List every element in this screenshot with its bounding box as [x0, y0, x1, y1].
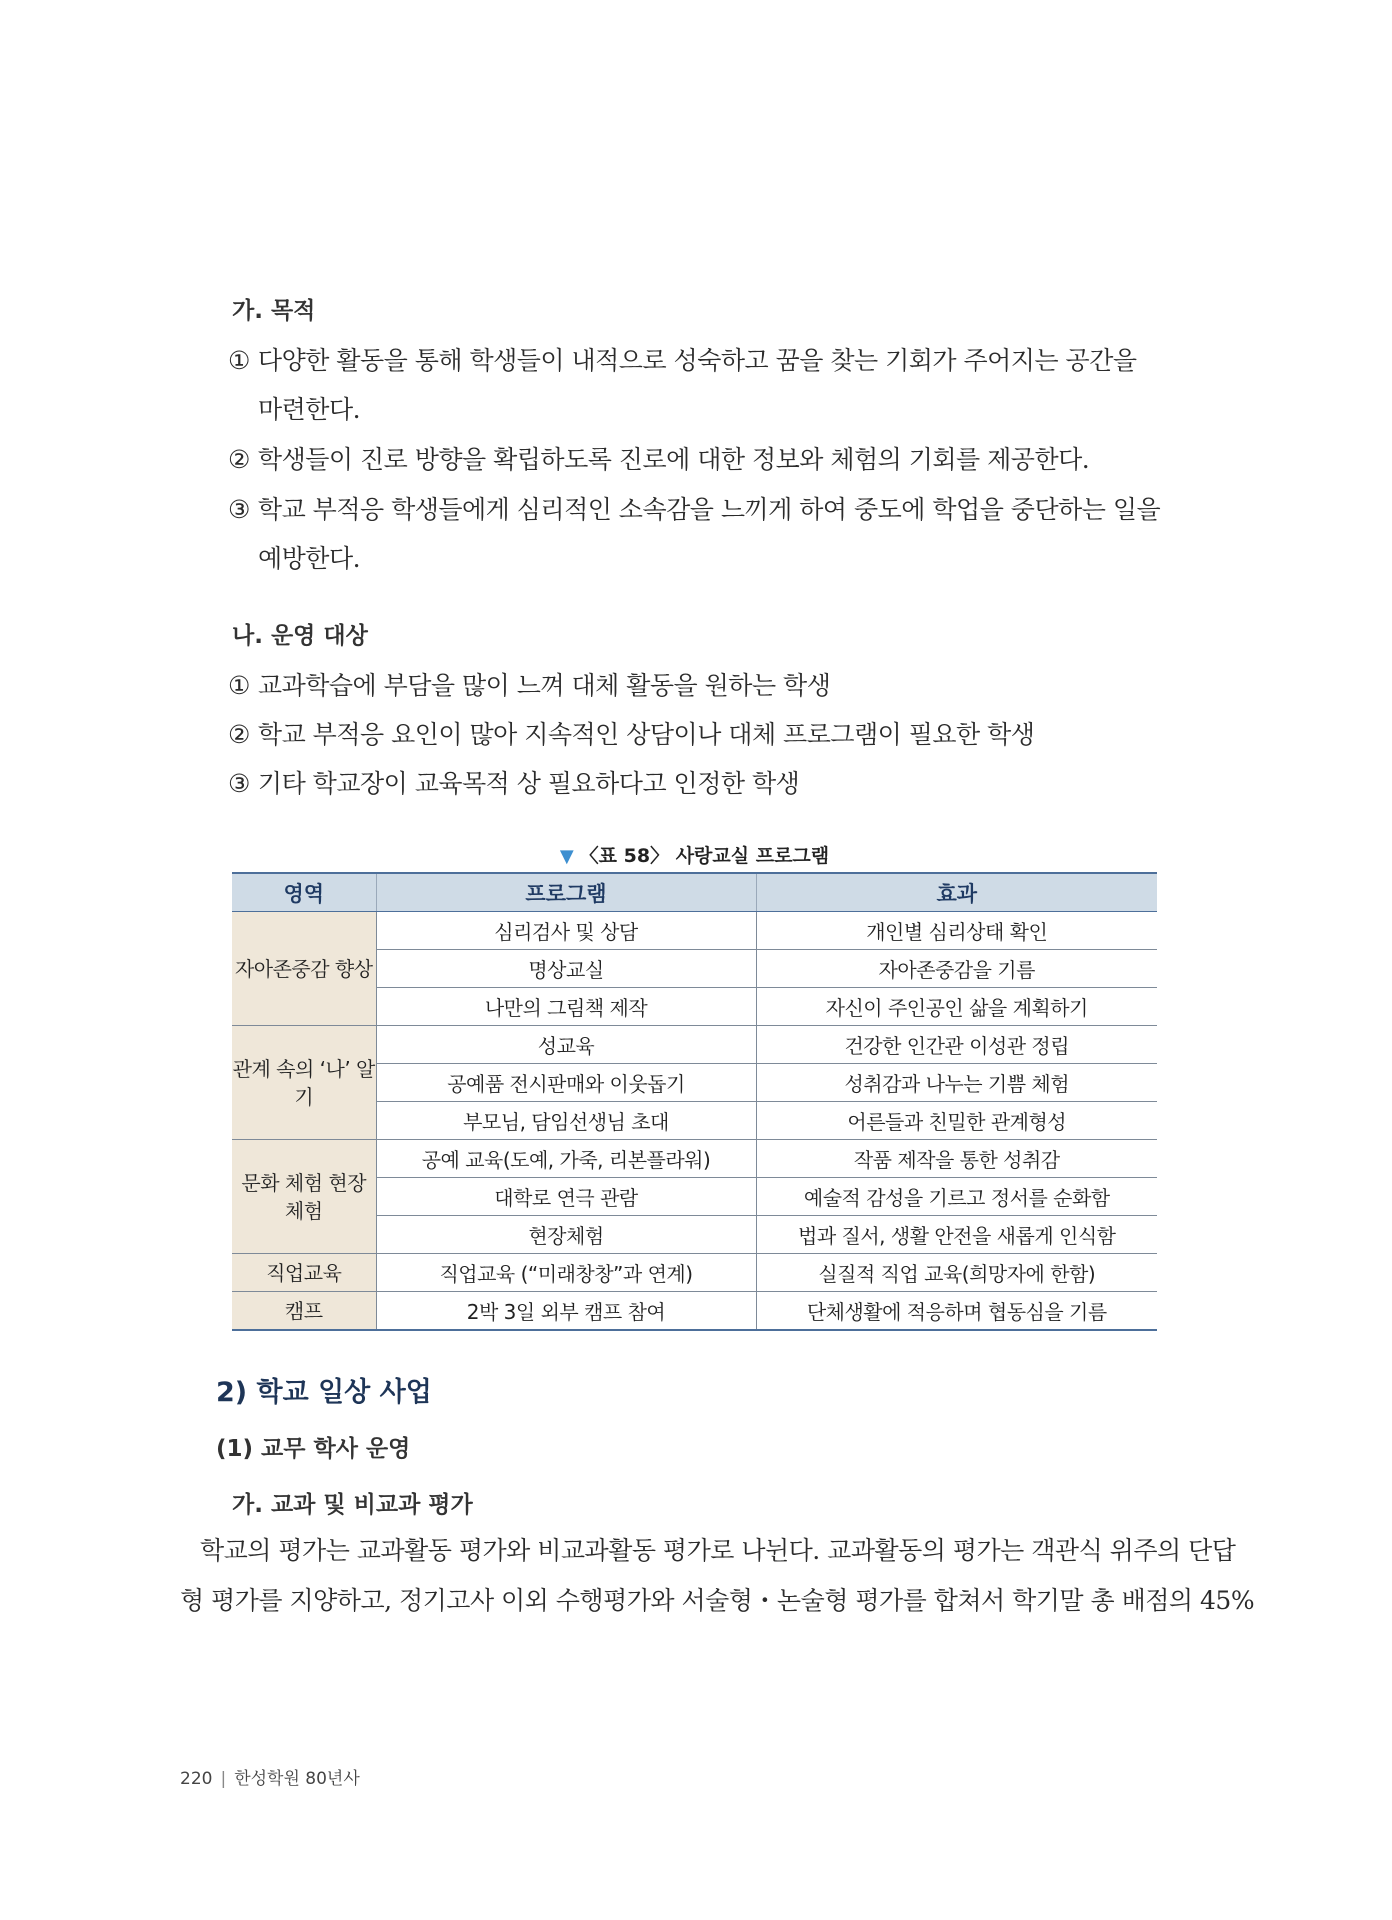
- section-ga-heading: 가. 목적: [232, 298, 316, 324]
- subsubsection-title: 가. 교과 및 비교과 평가: [232, 1492, 473, 1518]
- page-number: 220: [180, 1769, 213, 1789]
- program-cell: 공예 교육(도예, 가죽, 리본플라워): [376, 1140, 756, 1178]
- item-text: 학교 부적응 요인이 많아 지속적인 상담이나 대체 프로그램이 필요한 학생: [257, 720, 1035, 749]
- effect-cell: 단체생활에 적응하며 협동심을 기름: [756, 1292, 1157, 1331]
- item-text: 기타 학교장이 교육목적 상 필요하다고 인정한 학생: [257, 769, 800, 798]
- purpose-item-1: [228, 341, 1137, 377]
- table-row: [232, 1292, 1157, 1331]
- target-item-3: [228, 764, 799, 800]
- program-cell: 2박 3일 외부 캠프 참여: [376, 1292, 756, 1331]
- effect-cell: 어른들과 친밀한 관계형성: [756, 1102, 1157, 1140]
- item-number: ③: [228, 769, 250, 798]
- program-table: [232, 872, 1157, 1331]
- purpose-item-3-cont: 예방한다.: [258, 544, 361, 573]
- program-cell: 직업교육 (“미래창창”과 연계): [376, 1254, 756, 1292]
- item-text: 다양한 활동을 통해 학생들이 내적으로 성숙하고 꿈을 찾는 기회가 주어지는 공간을: [257, 346, 1137, 375]
- header-area: 영역: [232, 873, 376, 912]
- target-item-2: [228, 715, 1034, 751]
- item-number: ②: [228, 720, 250, 749]
- effect-cell: 법과 질서, 생활 안전을 새롭게 인식함: [756, 1216, 1157, 1254]
- item-number: ①: [228, 346, 250, 375]
- purpose-item-1-cont: 마련한다.: [258, 395, 361, 424]
- effect-cell: 성취감과 나누는 기쁨 체험: [756, 1064, 1157, 1102]
- effect-cell: 예술적 감성을 기르고 정서를 순화함: [756, 1178, 1157, 1216]
- program-cell: 성교육: [376, 1026, 756, 1064]
- area-cell: 직업교육: [232, 1254, 376, 1292]
- target-item-1: [228, 666, 830, 702]
- table-header-row: [232, 873, 1157, 912]
- effect-cell: 자아존중감을 기름: [756, 950, 1157, 988]
- item-number: ②: [228, 445, 250, 474]
- program-cell: 나만의 그림책 제작: [376, 988, 756, 1026]
- effect-cell: 개인별 심리상태 확인: [756, 912, 1157, 950]
- effect-cell: 실질적 직업 교육(희망자에 한함): [756, 1254, 1157, 1292]
- purpose-item-2: [228, 440, 1089, 476]
- book-title: 한성학원 80년사: [234, 1769, 360, 1789]
- table-row: [232, 912, 1157, 950]
- program-cell: 부모님, 담임선생님 초대: [376, 1102, 756, 1140]
- area-cell: 문화 체험 현장 체험: [232, 1140, 376, 1254]
- area-cell: 자아존중감 향상: [232, 912, 376, 1026]
- page-footer: [180, 1764, 360, 1789]
- footer-divider: |: [220, 1769, 227, 1789]
- header-program: 프로그램: [376, 873, 756, 912]
- header-effect: 효과: [756, 873, 1157, 912]
- program-cell: 명상교실: [376, 950, 756, 988]
- purpose-item-3: [228, 490, 1160, 526]
- item-text: 교과학습에 부담을 많이 느껴 대체 활동을 원하는 학생: [257, 671, 831, 700]
- program-cell: 심리검사 및 상담: [376, 912, 756, 950]
- effect-cell: 건강한 인간관 이성관 정립: [756, 1026, 1157, 1064]
- section-2-title: 2) 학교 일상 사업: [216, 1377, 432, 1408]
- evaluation-paragraph-line-1: 학교의 평가는 교과활동 평가와 비교과활동 평가로 나뉜다. 교과활동의 평가는 객관식 위주의 단답: [200, 1536, 1236, 1565]
- triangle-down-icon: ▼: [559, 846, 574, 867]
- evaluation-paragraph-line-2: 형 평가를 지양하고, 정기고사 이외 수행평가와 서술형・논술형 평가를 합쳐서 학기말 총 배점의 45%: [180, 1586, 1255, 1615]
- table-row: [232, 1254, 1157, 1292]
- area-cell: 관계 속의 ‘나’ 알기: [232, 1026, 376, 1140]
- table-row: [232, 1140, 1157, 1178]
- table-caption: [232, 841, 1157, 868]
- table-caption-text: 〈표 58〉 사랑교실 프로그램: [579, 845, 830, 867]
- program-cell: 현장체험: [376, 1216, 756, 1254]
- item-text: 학생들이 진로 방향을 확립하도록 진로에 대한 정보와 체험의 기회를 제공한다.: [257, 445, 1090, 474]
- program-cell: 공예품 전시판매와 이웃돕기: [376, 1064, 756, 1102]
- program-cell: 대학로 연극 관람: [376, 1178, 756, 1216]
- effect-cell: 자신이 주인공인 삶을 계획하기: [756, 988, 1157, 1026]
- subsection-title: (1) 교무 학사 운영: [216, 1436, 411, 1462]
- section-na-heading: 나. 운영 대상: [232, 623, 368, 649]
- item-number: ③: [228, 495, 250, 524]
- item-number: ①: [228, 671, 250, 700]
- effect-cell: 작품 제작을 통한 성취감: [756, 1140, 1157, 1178]
- item-text: 학교 부적응 학생들에게 심리적인 소속감을 느끼게 하여 중도에 학업을 중단하는 일을: [257, 495, 1161, 524]
- table-row: [232, 1026, 1157, 1064]
- area-cell: 캠프: [232, 1292, 376, 1331]
